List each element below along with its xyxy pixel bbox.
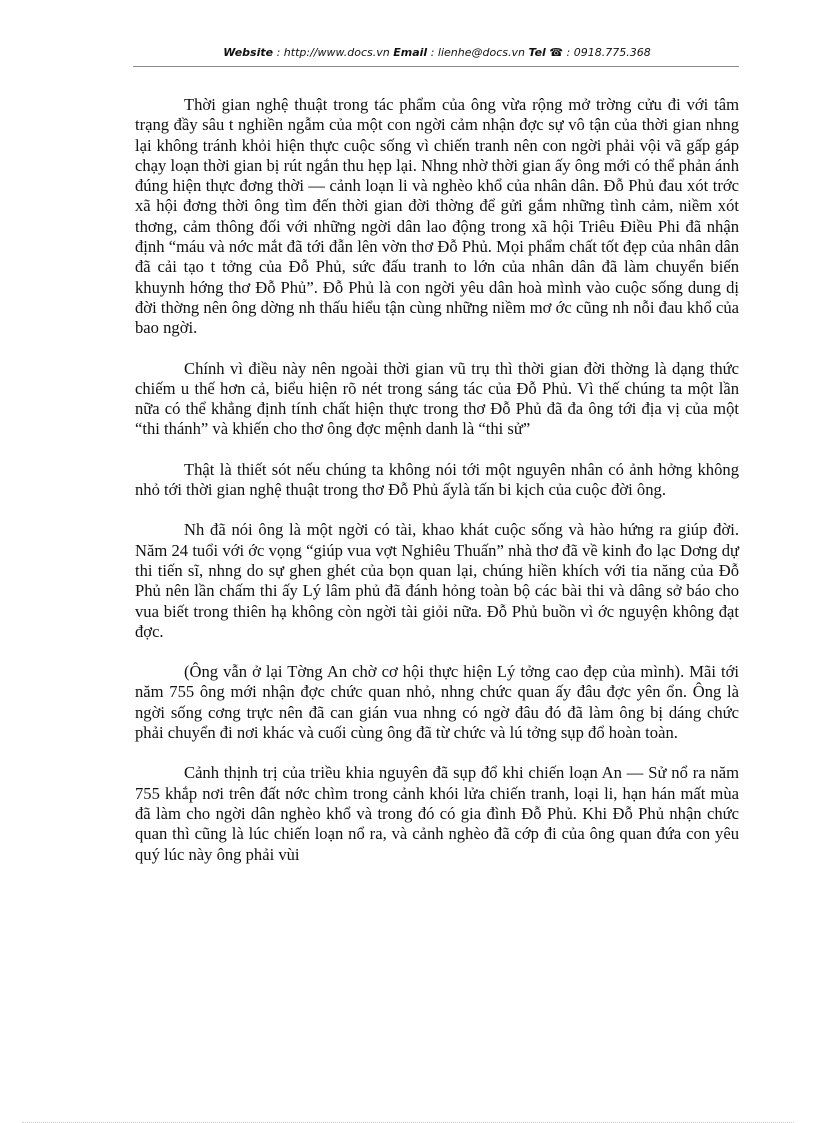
email-label: Email	[393, 46, 428, 59]
paragraph-4: Nh đã nói ông là một ngời có tài, khao khát cuộc sống và hào hứng ra giúp đời. Năm 24 tuổi với ớc vọng “giúp vua vợt Nghiêu Thuấn” nhà thơ đã về kinh đo lạc Dơng dự thi tiến sĩ, nhng do sự ghen ghét của bọn quan lại, chúng hiền khích với tia năng của Đỗ Phủ nên lần chấm thi ấy Lý lâm phủ đã đánh hỏng toàn bộ các bài thi và dâng sở báo cho vua biết trong thiên hạ không còn ngời tài giỏi nữa. Đỗ Phủ buồn vì ớc nguyện không đạt đợc.	[135, 520, 739, 641]
website-label: Website	[223, 46, 274, 59]
tel-value: : 0918.775.368	[566, 46, 651, 59]
email-value: : lienhe@docs.vn	[430, 46, 525, 59]
body-text	[135, 95, 739, 885]
paragraph-1: Thời gian nghệ thuật trong tác phẩm của ông vừa rộng mở trờng cửu đi với tâm trạng đầy sâu t nghiền ngẫm của một con ngời cảm nhận đợc sự vô tận của thời gian nhng lại không tránh khỏi hiện thực cuộc sống vì chiến tranh nên con ngời phải vội vã gấp gáp chạy loạn thời gian bị rút ngắn thu hẹp lại. Nhng nhờ thời gian ấy ông mới có thể phản ánh đúng hiện thực đơng thời — cảnh loạn li và nghèo khổ của nhân dân. Đỗ Phủ đau xót trớc xã hội đơng thời ông tìm đến thời gian đời thờng để gửi gắm những tình cảm, niềm xót thơng, cảm thông đối với những ngời dân lao động trong xã hội Triêu Điều Phi đã nhận định “máu và nớc mắt đã tới đẫn lên vờn thơ Đỗ Phủ. Mọi phẩm chất tốt đẹp của nhân dân đã cải tạo t tởng của Đỗ Phủ, sức đấu tranh to lớn của nhân dân đã làm chuyển biến khuynh hớng thơ Đỗ Phủ”. Đỗ Phủ là con ngời yêu dân hoà mình vào cuộc sống dung dị đời thờng nên ông dờng nh thấu hiểu tận cùng những niềm mơ ớc cũng nh nỗi đau khổ của bao ngời.	[135, 95, 739, 338]
tel-label: Tel	[528, 46, 546, 59]
page-header	[135, 46, 739, 66]
phone-icon: ☎	[549, 46, 564, 59]
paragraph-6: Cảnh thịnh trị của triều khia nguyên đã sụp đổ khi chiến loạn An — Sử nổ ra năm 755 khắp nơi trên đất nớc chìm trong cảnh khói lửa chiến tranh, loại li, hạn hán mất mùa đã làm cho ngời dân nghèo khổ và trong đó có gia đình Đỗ Phủ. Khi Đỗ Phủ nhận chức quan thì cũng là lúc chiến loạn nổ ra, và cảnh nghèo đã cớp đi của ông quan đứa con yêu quý lúc này ông phải vùi	[135, 763, 739, 864]
paragraph-2: Chính vì điều này nên ngoài thời gian vũ trụ thì thời gian đời thờng là dạng thức chiếm u thế hơn cả, biểu hiện rõ nét trong sáng tác của Đỗ Phủ. Vì thế chúng ta một lần nữa có thể khẳng định tính chất hiện thực trong thơ Đỗ Phủ đã đa ông tới địa vị của một “thi thánh” và khiến cho thơ ông đợc mệnh danh là “thi sử”	[135, 358, 739, 439]
paragraph-5: (Ông vẫn ở lại Tờng An chờ cơ hội thực hiện Lý tởng cao đẹp của mình). Mãi tới năm 755 ông mới nhận đợc chức quan nhỏ, nhng chức quan ấy đâu đợc yên ổn. Ông là ngời sống cơng trực nên đã can gián vua nhng có ngờ đâu đó đã làm ông bị dáng chức phải chuyển đi nơi khác và cuối cùng ông đã từ chức và lú tởng sụp đổ hoàn toàn.	[135, 662, 739, 743]
paragraph-3: Thật là thiết sót nếu chúng ta không nói tới một nguyên nhân có ảnh hởng không nhỏ tới thời gian nghệ thuật trong thơ Đỗ Phủ ấylà tấn bi kịch của cuộc đời ông.	[135, 459, 739, 500]
website-url: : http://www.docs.vn	[276, 46, 390, 59]
header-divider	[133, 66, 739, 67]
